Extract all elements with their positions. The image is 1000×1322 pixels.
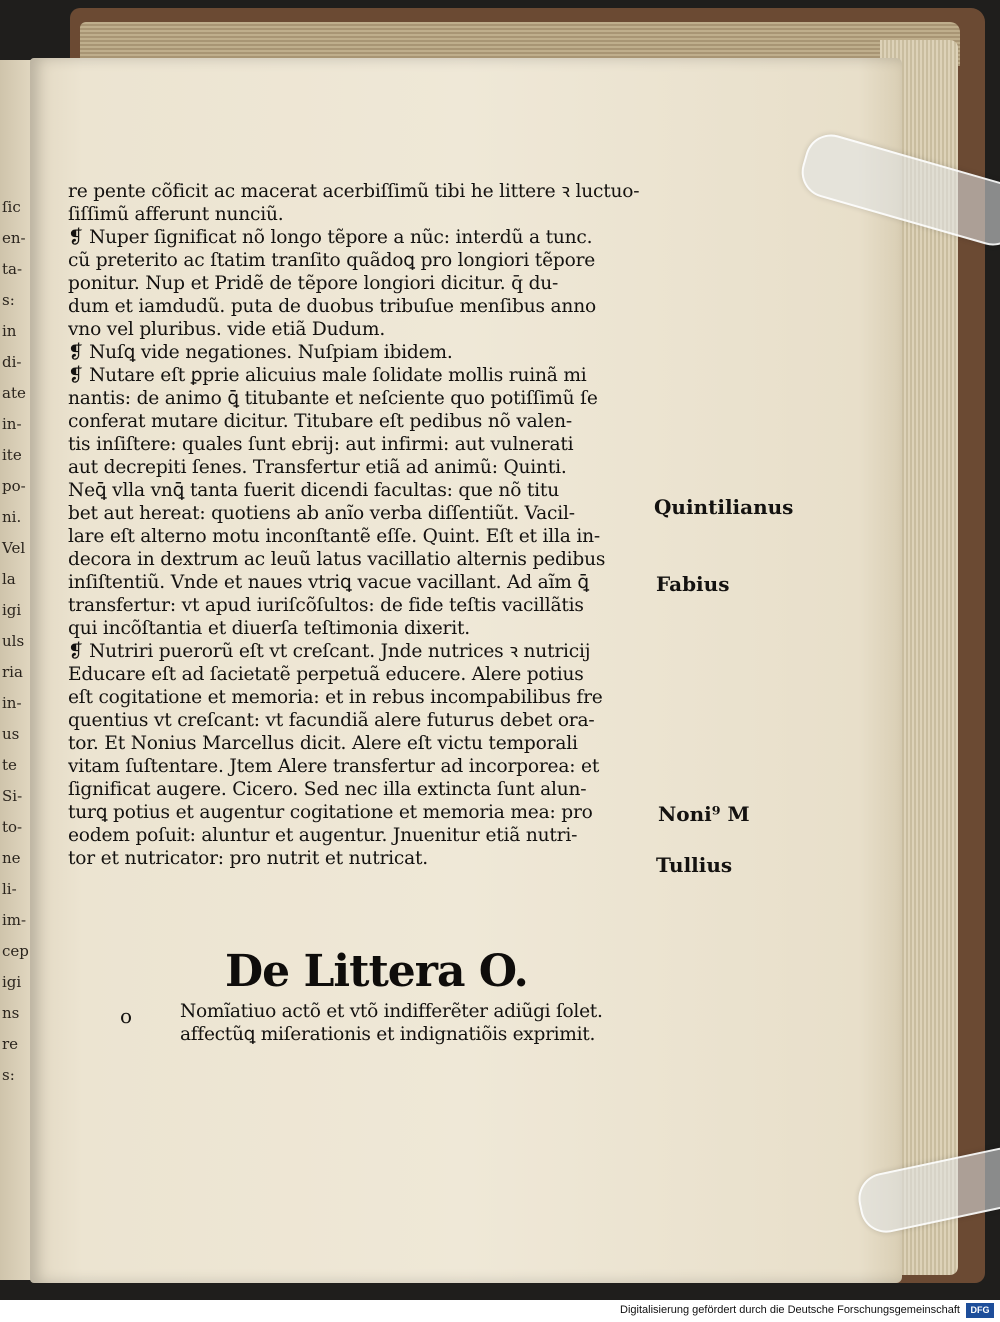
text-line: vno vel pluribus. vide etiã Dudum. [68,319,386,340]
left-page-fragment: ta- [2,260,23,278]
left-page-fragment: ria [2,663,23,681]
text-line: nantis: de animo ꝗ̄ titubante et neſciente quo potiſſimũ ſe [68,388,598,409]
left-page-fragment: s: [2,291,15,309]
left-page-fragment: cep [2,942,29,960]
text-line: lare eſt alterno motu inconſtantẽ eſſe. Quint. Eſt et illa in- [68,526,600,547]
text-line: ❡ Nutriri puerorũ eſt vt creſcant. Jnde nutrices ꝛ nutricij [68,641,591,662]
text-line: Nomĩatiuo actõ et vtõ indifferẽter adiũgi ſolet. [180,1001,603,1022]
text-line: ❡ Nuſꝗ vide negationes. Nuſpiam ibidem. [68,342,453,363]
left-page-fragment: uls [2,632,25,650]
left-page-fragment: to- [2,818,23,836]
section-text-block [180,1000,650,1046]
text-line: ponitur. Nup et Pridẽ de tẽpore longiori dicitur. q̄ du- [68,273,559,294]
left-page-fragment: po- [2,477,26,495]
left-page-fragment: ite [2,446,22,464]
text-line: eodem poſuit: aluntur et augentur. Jnuenitur etiã nutri- [68,825,578,846]
text-line: bet aut hereat: quotiens ab anĩo verba diſſentiũt. Vacil- [68,503,575,524]
margin-note-nonius: Noni⁹ M [658,802,750,826]
margin-note-tullius: Tullius [656,853,733,877]
left-page-fragment: li- [2,880,17,898]
left-page-fragment: Si- [2,787,23,805]
text-line: cũ preterito ac ſtatim tranſito quãdoꝗ pro longiori tẽpore [68,250,596,271]
left-page-fragment: ate [2,384,26,402]
left-page-fragment: im- [2,911,27,929]
text-line: ❡ Nutare eſt ꝑprie alicuius male ſolidate mollis ruinã mi [68,365,587,386]
left-page-fragment: la [2,570,16,588]
text-line: quentius vt creſcant: vt facundiã alere futurus debet ora- [68,710,595,731]
left-page-fragment: ne [2,849,21,867]
margin-note-fabius: Fabius [656,572,730,596]
left-page-fragment: s: [2,1066,15,1084]
text-line: tor et nutricator: pro nutrit et nutricat. [68,848,428,869]
left-page-fragment: te [2,756,17,774]
left-page-fragment: in [2,322,17,340]
left-page-fragment: Vel [2,539,26,557]
text-line: Educare eſt ad ſacietatẽ perpetuã educere. Alere potius [68,664,584,685]
margin-note-quintilianus: Quintilianus [654,495,794,519]
text-line: inſiſtentiũ. Vnde et naues vtriꝗ vacue vacillant. Ad aĩm ꝗ̄ [68,572,590,593]
footer-bar [0,1300,1000,1322]
left-page-fragment: di- [2,353,22,371]
text-line: decora in dextrum ac leuũ latus vacillatio alternis pedibus [68,549,606,570]
main-text-block [68,180,648,870]
text-line: ❡ Nuper ſignificat nõ longo tẽpore a nũc: interdũ a tunc. [68,227,593,248]
text-line: transfertur: vt apud iuriſcõſultos: de fide teſtis vacillãtis [68,595,584,616]
text-line: vitam ſuſtentare. Jtem Alere transfertur ad incorporea: et [68,756,600,777]
section-initial: o [120,1004,133,1028]
section-heading: De Littera O. [225,946,528,997]
left-page-fragment: en- [2,229,26,247]
text-line: ſiſſimũ afferunt nunciũ. [68,204,284,225]
left-page-fragment: re [2,1035,19,1053]
left-page-fragment: ns [2,1004,20,1022]
left-page-fragment: igi [2,973,22,991]
left-page-fragment: igi [2,601,22,619]
text-line: ſignificat augere. Cicero. Sed nec illa extincta ſunt alun- [68,779,587,800]
left-page-fragment: in- [2,415,22,433]
text-line: aut decrepiti ſenes. Transfertur etiã ad animũ: Quinti. [68,457,567,478]
left-page-fragment: ni. [2,508,22,526]
text-line: turꝗ potius et augentur cogitatione et memoria mea: pro [68,802,593,823]
left-page-fragment: us [2,725,20,743]
text-line: tis inſiſtere: quales ſunt ebrij: aut infirmi: aut vulnerati [68,434,574,455]
text-line: qui incõſtantia et diuerſa teſtimonia dixerit. [68,618,470,639]
text-line: conferat mutare dicitur. Titubare eſt pedibus nõ valen- [68,411,572,432]
left-page-fragment: in- [2,694,22,712]
funding-credit: Digitalisierung gefördert durch die Deutsche Forschungsgemeinschaft [620,1304,960,1316]
dfg-logo: DFG [966,1303,994,1318]
text-line: re pente cõficit ac macerat acerbiſſimũ tibi he littere ꝛ luctuo- [68,181,640,202]
left-page-fragment: ſic [2,198,21,216]
text-line: Neꝗ̄ vlla vnꝗ̄ tanta fuerit dicendi facultas: que nõ titu [68,480,559,501]
text-line: eſt cogitatione et memoria: et in rebus incompabilibus fre [68,687,603,708]
text-line: tor. Et Nonius Marcellus dicit. Alere eſt victu temporali [68,733,578,754]
text-line: affectũꝗ miſerationis et indignatiõis exprimit. [180,1024,596,1045]
text-line: dum et iamdudũ. puta de duobus tribuſue menſibus anno [68,296,596,317]
